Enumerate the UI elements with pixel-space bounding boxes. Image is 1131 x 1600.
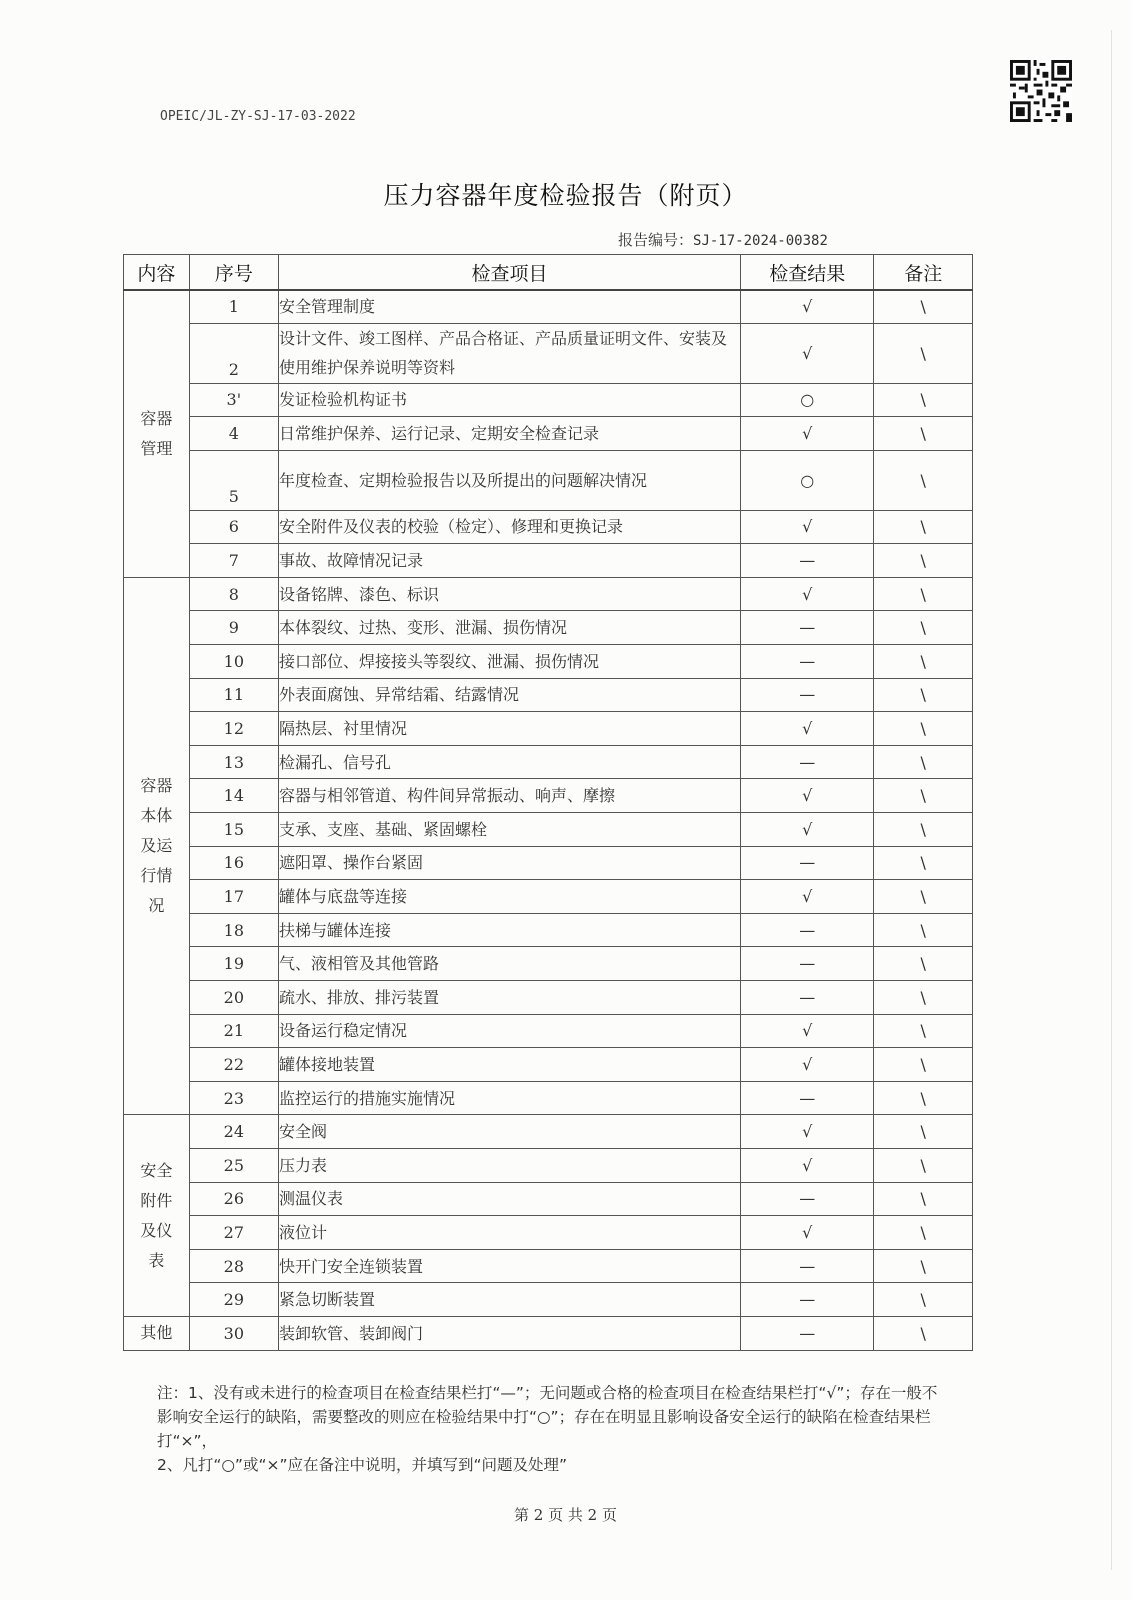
header-result: 检查结果 (740, 255, 873, 291)
table-row (124, 1014, 973, 1048)
check-item: 支承、支座、基础、紧固螺栓 (279, 813, 741, 847)
remark: \ (874, 510, 973, 544)
remark: \ (874, 1249, 973, 1283)
remark: \ (874, 383, 973, 417)
check-result: √ (740, 510, 873, 544)
row-number: 23 (189, 1081, 278, 1115)
section-label-line: 况 (148, 896, 165, 916)
check-result: √ (740, 1014, 873, 1048)
remark: \ (874, 290, 973, 323)
table-row (124, 947, 973, 981)
document-code: OPEIC/JL-ZY-SJ-17-03-2022 (160, 109, 356, 124)
row-number: 5 (189, 450, 278, 510)
row-number: 11 (189, 678, 278, 712)
check-item: 罐体接地装置 (279, 1048, 741, 1082)
row-number: 3' (189, 383, 278, 417)
row-number: 10 (189, 645, 278, 679)
check-item: 外表面腐蚀、异常结霜、结露情况 (279, 678, 741, 712)
table-row (124, 1148, 973, 1182)
inspection-table (123, 254, 973, 1351)
table-row (124, 981, 973, 1015)
table-row (124, 323, 973, 383)
remark: \ (874, 1148, 973, 1182)
check-item: 装卸软管、装卸阀门 (279, 1316, 741, 1350)
remark: \ (874, 1115, 973, 1149)
row-number: 2 (189, 323, 278, 383)
check-item: 发证检验机构证书 (279, 383, 741, 417)
check-item: 气、液相管及其他管路 (279, 947, 741, 981)
check-result: — (740, 846, 873, 880)
check-result: ○ (740, 383, 873, 417)
check-result: √ (740, 1115, 873, 1149)
check-item: 设计文件、竣工图样、产品合格证、产品质量证明文件、安装及使用维护保养说明等资料 (279, 323, 741, 383)
table-row (124, 510, 973, 544)
report-number-value: SJ-17-2024-00382 (693, 233, 828, 249)
table-row (124, 779, 973, 813)
table-row (124, 745, 973, 779)
check-item: 压力表 (279, 1148, 741, 1182)
page-edge-line (1111, 30, 1112, 1570)
remark: \ (874, 880, 973, 914)
check-result: √ (740, 577, 873, 611)
row-number: 20 (189, 981, 278, 1015)
qr-code-icon (1010, 60, 1072, 122)
table-row (124, 290, 973, 323)
check-item: 快开门安全连锁装置 (279, 1249, 741, 1283)
remark: \ (874, 779, 973, 813)
remark: \ (874, 947, 973, 981)
table-row (124, 450, 973, 510)
section-label (124, 1316, 190, 1350)
section-label-line: 其他 (140, 1323, 173, 1343)
table-row (124, 544, 973, 578)
row-number: 8 (189, 577, 278, 611)
table-header-row (124, 255, 973, 291)
header-remark: 备注 (874, 255, 973, 291)
remark: \ (874, 450, 973, 510)
row-number: 21 (189, 1014, 278, 1048)
table-row (124, 678, 973, 712)
remark: \ (874, 323, 973, 383)
row-number: 30 (189, 1316, 278, 1350)
check-result: — (740, 1316, 873, 1350)
remark: \ (874, 1283, 973, 1317)
check-result: √ (740, 1148, 873, 1182)
check-result: √ (740, 880, 873, 914)
row-number: 13 (189, 745, 278, 779)
check-item: 安全管理制度 (279, 290, 741, 323)
section-label-line: 容器 (140, 776, 173, 796)
check-item: 监控运行的措施实施情况 (279, 1081, 741, 1115)
section-label-line: 安全 (140, 1160, 173, 1180)
table-row (124, 813, 973, 847)
table-row (124, 577, 973, 611)
table-row (124, 1115, 973, 1149)
row-number: 15 (189, 813, 278, 847)
row-number: 17 (189, 880, 278, 914)
check-result: — (740, 745, 873, 779)
check-result: √ (740, 813, 873, 847)
check-result: — (740, 913, 873, 947)
check-result: √ (740, 712, 873, 746)
check-item: 液位计 (279, 1216, 741, 1250)
check-result: √ (740, 1216, 873, 1250)
check-item: 本体裂纹、过热、变形、泄漏、损伤情况 (279, 611, 741, 645)
check-item: 扶梯与罐体连接 (279, 913, 741, 947)
remark: \ (874, 745, 973, 779)
table-row (124, 1216, 973, 1250)
check-item: 设备运行稳定情况 (279, 1014, 741, 1048)
row-number: 14 (189, 779, 278, 813)
check-result: √ (740, 290, 873, 323)
table-row (124, 1182, 973, 1216)
check-item: 罐体与底盘等连接 (279, 880, 741, 914)
check-result: — (740, 1182, 873, 1216)
row-number: 4 (189, 417, 278, 451)
check-item: 事故、故障情况记录 (279, 544, 741, 578)
check-item: 测温仪表 (279, 1182, 741, 1216)
check-item: 检漏孔、信号孔 (279, 745, 741, 779)
table-row (124, 1081, 973, 1115)
check-item: 设备铭牌、漆色、标识 (279, 577, 741, 611)
table-row (124, 1249, 973, 1283)
check-item: 日常维护保养、运行记录、定期安全检查记录 (279, 417, 741, 451)
check-result: — (740, 1249, 873, 1283)
row-number: 26 (189, 1182, 278, 1216)
row-number: 28 (189, 1249, 278, 1283)
remark: \ (874, 544, 973, 578)
notes (157, 1381, 947, 1477)
check-item: 紧急切断装置 (279, 1283, 741, 1317)
page-footer: 第 2 页 共 2 页 (514, 1506, 617, 1524)
remark: \ (874, 1048, 973, 1082)
row-number: 27 (189, 1216, 278, 1250)
table-row (124, 846, 973, 880)
remark: \ (874, 645, 973, 679)
table-row (124, 913, 973, 947)
row-number: 25 (189, 1148, 278, 1182)
check-result: — (740, 1283, 873, 1317)
row-number: 24 (189, 1115, 278, 1149)
section-label-line: 表 (148, 1250, 165, 1270)
check-result: — (740, 611, 873, 645)
row-number: 12 (189, 712, 278, 746)
row-number: 18 (189, 913, 278, 947)
row-number: 6 (189, 510, 278, 544)
table-row (124, 1048, 973, 1082)
section-label-line: 管理 (140, 438, 173, 458)
header-section: 内容 (124, 255, 190, 291)
table-row (124, 645, 973, 679)
table-row (124, 1283, 973, 1317)
note-2: 2、凡打“○”或“×”应在备注中说明，并填写到“问题及处理” (157, 1456, 568, 1474)
remark: \ (874, 813, 973, 847)
section-label (124, 290, 190, 577)
report-number-label: 报告编号： (618, 231, 694, 249)
check-result: — (740, 947, 873, 981)
row-number: 22 (189, 1048, 278, 1082)
header-item: 检查项目 (279, 255, 741, 291)
remark: \ (874, 1182, 973, 1216)
row-number: 19 (189, 947, 278, 981)
section-label-line: 容器 (140, 408, 173, 428)
table-body (124, 290, 973, 1350)
table-row (124, 712, 973, 746)
row-number: 9 (189, 611, 278, 645)
remark: \ (874, 1216, 973, 1250)
check-result: √ (740, 417, 873, 451)
remark: \ (874, 1081, 973, 1115)
remark: \ (874, 712, 973, 746)
check-result: — (740, 645, 873, 679)
check-result: — (740, 1081, 873, 1115)
note-1: 注：1、没有或未进行的检查项目在检查结果栏打“—”；无问题或合格的检查项目在检查结果栏打“√”；存在一般不影响安全运行的缺陷，需要整改的则应在检验结果中打“○”；存在在明显且影响设备安全运行的缺陷在检查结果栏打“×”， (157, 1384, 938, 1450)
table-row (124, 880, 973, 914)
section-label-line: 行情 (140, 866, 173, 886)
remark: \ (874, 1316, 973, 1350)
report-number (618, 229, 828, 250)
remark: \ (874, 913, 973, 947)
check-item: 接口部位、焊接接头等裂纹、泄漏、损伤情况 (279, 645, 741, 679)
report-title: 压力容器年度检验报告（附页） (383, 181, 748, 210)
check-result: √ (740, 323, 873, 383)
check-result: √ (740, 1048, 873, 1082)
section-label-line: 及运 (140, 836, 173, 856)
remark: \ (874, 417, 973, 451)
row-number: 16 (189, 846, 278, 880)
section-label-line: 附件 (140, 1190, 173, 1210)
remark: \ (874, 678, 973, 712)
check-item: 隔热层、衬里情况 (279, 712, 741, 746)
check-result: √ (740, 779, 873, 813)
row-number: 7 (189, 544, 278, 578)
check-result: — (740, 678, 873, 712)
section-label-line: 本体 (140, 806, 173, 826)
section-label (124, 577, 190, 1115)
row-number: 29 (189, 1283, 278, 1317)
check-result: ○ (740, 450, 873, 510)
check-item: 遮阳罩、操作台紧固 (279, 846, 741, 880)
header-no: 序号 (189, 255, 278, 291)
remark: \ (874, 611, 973, 645)
check-item: 安全阀 (279, 1115, 741, 1149)
check-item: 安全附件及仪表的校验（检定）、修理和更换记录 (279, 510, 741, 544)
check-result: — (740, 544, 873, 578)
section-label-line: 及仪 (140, 1220, 173, 1240)
remark: \ (874, 1014, 973, 1048)
table-row (124, 1316, 973, 1350)
table-row (124, 417, 973, 451)
remark: \ (874, 981, 973, 1015)
row-number: 1 (189, 290, 278, 323)
table-row (124, 611, 973, 645)
check-result: — (740, 981, 873, 1015)
check-item: 容器与相邻管道、构件间异常振动、响声、摩擦 (279, 779, 741, 813)
remark: \ (874, 846, 973, 880)
section-label (124, 1115, 190, 1317)
check-item: 年度检查、定期检验报告以及所提出的问题解决情况 (279, 450, 741, 510)
check-item: 疏水、排放、排污装置 (279, 981, 741, 1015)
remark: \ (874, 577, 973, 611)
table-row (124, 383, 973, 417)
